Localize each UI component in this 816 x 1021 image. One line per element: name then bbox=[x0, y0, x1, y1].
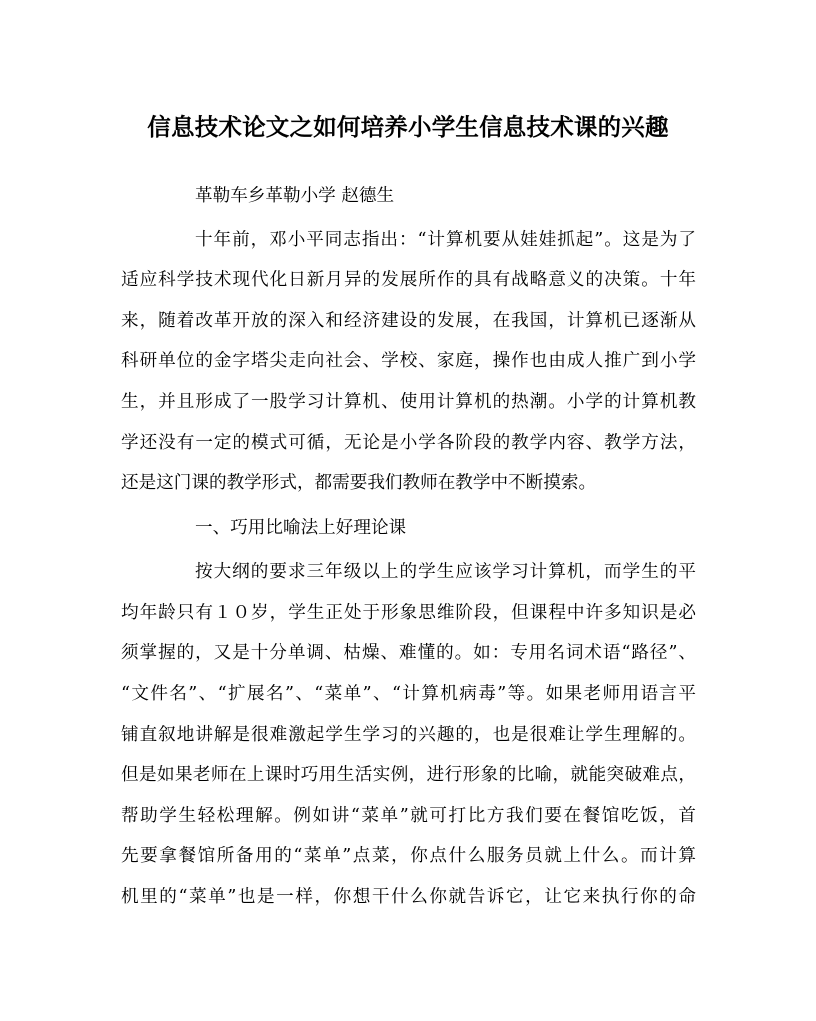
paragraph-1-line-4: 科研单位的金字塔尖走向社会、学校、家庭，操作也由成人推广到小学 bbox=[121, 351, 696, 371]
document-title: 信息技术论文之如何培养小学生信息技术课的兴趣 bbox=[147, 113, 669, 141]
paragraph-2-line-7: 帮助学生轻松理解。例如讲“菜单”就可打比方我们要在餐馆吃饭，首 bbox=[121, 806, 696, 826]
author-line: 革勒车乡革勒小学 赵德生 bbox=[195, 186, 395, 206]
paragraph-1-line-5: 生，并且形成了一股学习计算机、使用计算机的热潮。小学的计算机教 bbox=[121, 392, 696, 412]
paragraph-2-line-8: 先要拿餐馆所备用的“菜单”点菜，你点什么服务员就上什么。而计算 bbox=[121, 846, 696, 866]
paragraph-2-line-3: 须掌握的，又是十分单调、枯燥、难懂的。如：专用名词术语“路径”、 bbox=[121, 643, 696, 663]
paragraph-2-line-5: 铺直叙地讲解是很难激起学生学习的兴趣的，也是很难让学生理解的。 bbox=[121, 725, 696, 745]
paragraph-2-line-6: 但是如果老师在上课时巧用生活实例，进行形象的比喻，就能突破难点， bbox=[121, 765, 696, 785]
paragraph-1-line-6: 学还没有一定的模式可循，无论是小学各阶段的教学内容、教学方法， bbox=[121, 433, 696, 453]
paragraph-1-line-2: 适应科学技术现代化日新月异的发展所作的具有战略意义的决策。十年 bbox=[121, 270, 696, 290]
section-heading: 一、巧用比喻法上好理论课 bbox=[195, 518, 407, 538]
paragraph-2-line-4: “文件名”、“扩展名”、“菜单”、“计算机病毒”等。如果老师用语言平 bbox=[121, 684, 696, 704]
paragraph-1-line-7: 还是这门课的教学形式，都需要我们教师在教学中不断摸索。 bbox=[121, 473, 597, 493]
paragraph-1-line-1: 十年前，邓小平同志指出：“计算机要从娃娃抓起”。这是为了 bbox=[195, 230, 696, 250]
paragraph-1-line-3: 来，随着改革开放的深入和经济建设的发展，在我国，计算机已逐渐从 bbox=[121, 311, 696, 331]
paragraph-2-line-1: 按大纲的要求三年级以上的学生应该学习计算机，而学生的平 bbox=[195, 562, 696, 582]
paragraph-2-line-2: 均年龄只有１０岁，学生正处于形象思维阶段，但课程中许多知识是必 bbox=[121, 603, 696, 623]
paragraph-2-line-9: 机里的“菜单”也是一样，你想干什么你就告诉它，让它来执行你的命 bbox=[121, 887, 696, 907]
